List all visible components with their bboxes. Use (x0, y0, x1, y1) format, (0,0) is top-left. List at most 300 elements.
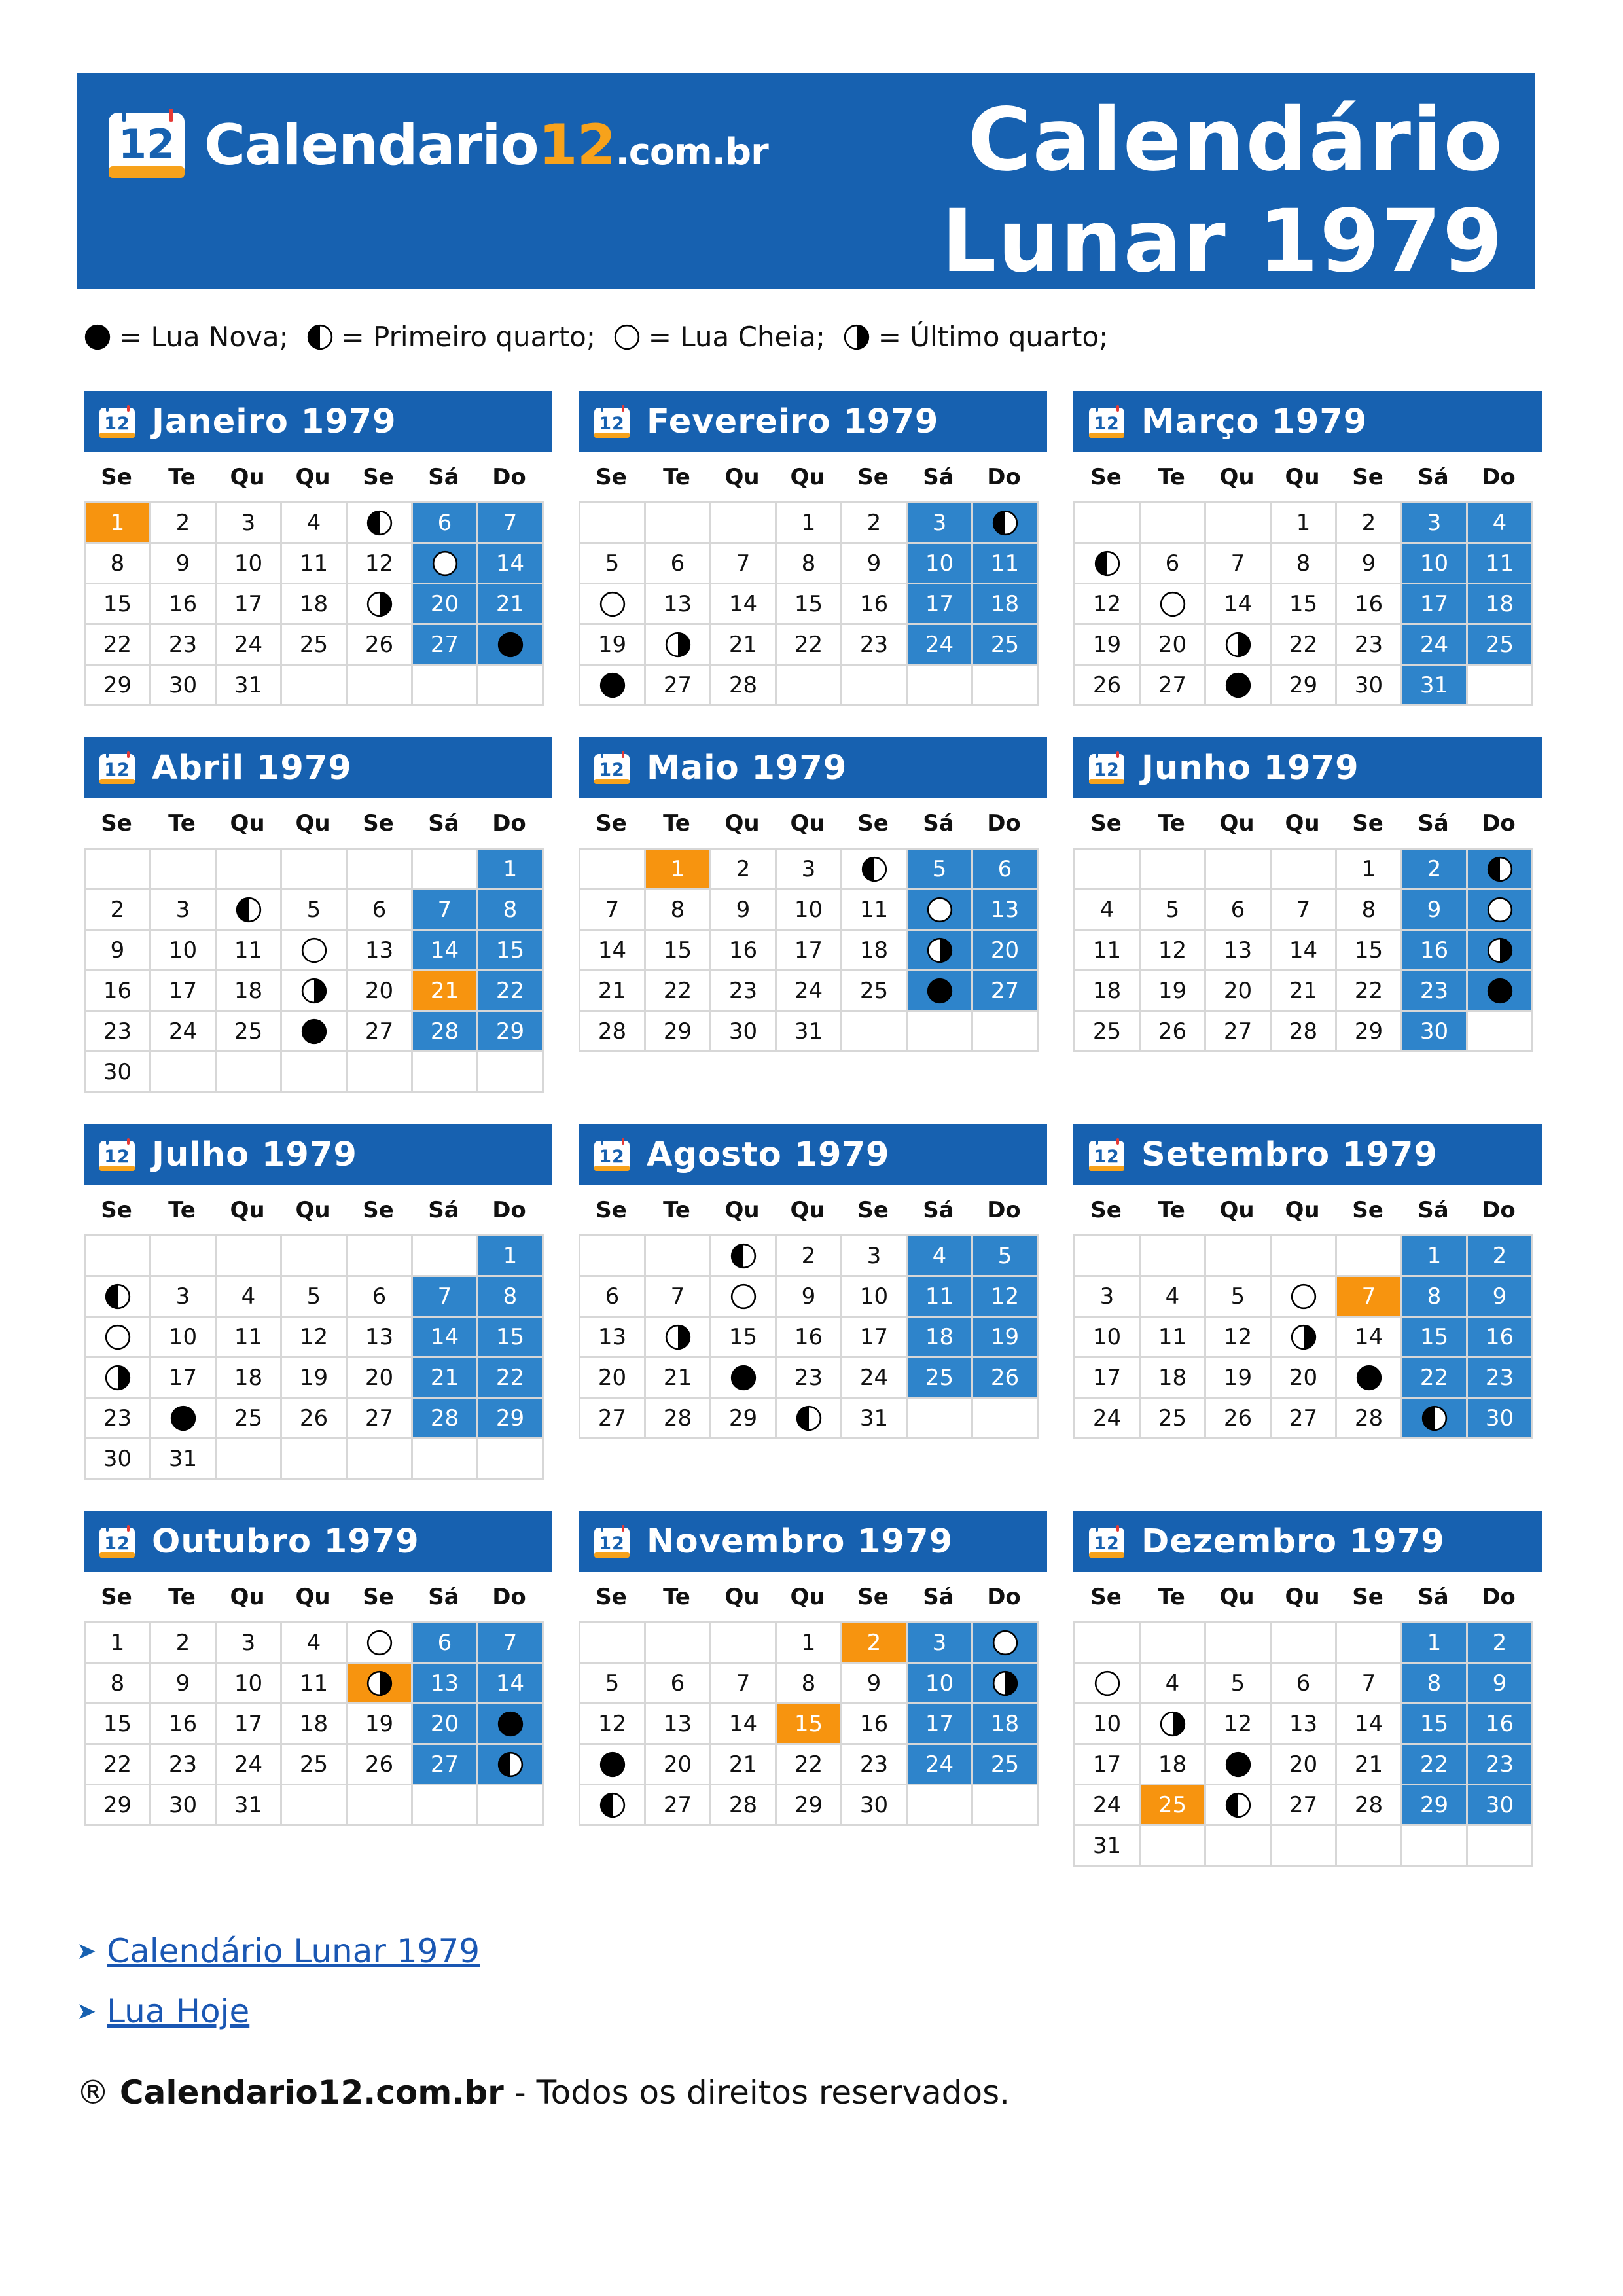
day-cell[interactable]: 22 (478, 1358, 544, 1399)
day-cell[interactable]: 28 (413, 1012, 478, 1052)
day-cell[interactable] (478, 625, 544, 666)
day-cell[interactable]: 21 (1272, 971, 1337, 1012)
day-cell[interactable] (1402, 1399, 1468, 1439)
day-cell[interactable]: 20 (1206, 971, 1272, 1012)
day-cell[interactable]: 17 (217, 1704, 282, 1745)
day-cell[interactable]: 7 (1206, 544, 1272, 584)
day-cell[interactable]: 3 (151, 890, 217, 931)
day-cell[interactable] (1075, 1664, 1141, 1704)
day-cell[interactable]: 16 (842, 1704, 908, 1745)
day-cell[interactable]: 6 (413, 503, 478, 544)
day-cell[interactable]: 30 (1468, 1785, 1533, 1826)
day-cell[interactable]: 11 (842, 890, 908, 931)
day-cell[interactable]: 11 (1075, 931, 1141, 971)
day-cell[interactable]: 25 (973, 625, 1039, 666)
day-cell[interactable]: 7 (413, 890, 478, 931)
day-cell[interactable]: 3 (842, 1236, 908, 1277)
day-cell[interactable]: 3 (1075, 1277, 1141, 1318)
day-cell[interactable]: 20 (1141, 625, 1206, 666)
day-cell[interactable] (1206, 666, 1272, 706)
day-cell[interactable]: 6 (973, 850, 1039, 890)
day-cell[interactable]: 27 (1272, 1785, 1337, 1826)
day-cell[interactable] (1206, 1745, 1272, 1785)
day-cell[interactable]: 25 (282, 625, 348, 666)
day-cell[interactable]: 6 (1141, 544, 1206, 584)
day-cell[interactable]: 20 (646, 1745, 711, 1785)
day-cell[interactable]: 9 (151, 1664, 217, 1704)
day-cell[interactable]: 14 (711, 584, 777, 625)
day-cell[interactable]: 29 (478, 1399, 544, 1439)
day-cell[interactable]: 27 (348, 1399, 413, 1439)
day-cell[interactable]: 16 (777, 1318, 842, 1358)
day-cell[interactable]: 5 (1141, 890, 1206, 931)
day-cell[interactable] (973, 1664, 1039, 1704)
day-cell[interactable]: 26 (1206, 1399, 1272, 1439)
day-cell[interactable]: 21 (413, 971, 478, 1012)
day-cell[interactable]: 9 (1468, 1664, 1533, 1704)
day-cell[interactable]: 23 (86, 1012, 151, 1052)
day-cell[interactable]: 22 (1402, 1358, 1468, 1399)
day-cell[interactable] (1337, 1358, 1402, 1399)
day-cell[interactable]: 26 (282, 1399, 348, 1439)
day-cell[interactable]: 20 (1272, 1745, 1337, 1785)
day-cell[interactable]: 4 (1141, 1277, 1206, 1318)
day-cell[interactable]: 9 (842, 1664, 908, 1704)
day-cell[interactable]: 23 (1402, 971, 1468, 1012)
day-cell[interactable]: 15 (478, 1318, 544, 1358)
day-cell[interactable]: 7 (1337, 1664, 1402, 1704)
day-cell[interactable] (348, 1623, 413, 1664)
day-cell[interactable]: 20 (973, 931, 1039, 971)
day-cell[interactable]: 1 (1402, 1623, 1468, 1664)
day-cell[interactable]: 27 (413, 625, 478, 666)
day-cell[interactable]: 19 (348, 1704, 413, 1745)
day-cell[interactable]: 17 (217, 584, 282, 625)
day-cell[interactable]: 10 (908, 1664, 973, 1704)
day-cell[interactable]: 18 (1468, 584, 1533, 625)
day-cell[interactable]: 15 (646, 931, 711, 971)
day-cell[interactable]: 15 (1272, 584, 1337, 625)
day-cell[interactable]: 12 (1206, 1318, 1272, 1358)
day-cell[interactable]: 22 (86, 1745, 151, 1785)
day-cell[interactable]: 5 (580, 1664, 646, 1704)
day-cell[interactable]: 15 (86, 584, 151, 625)
day-cell[interactable]: 29 (478, 1012, 544, 1052)
day-cell[interactable]: 17 (151, 971, 217, 1012)
day-cell[interactable] (348, 1664, 413, 1704)
day-cell[interactable]: 8 (646, 890, 711, 931)
day-cell[interactable]: 30 (1337, 666, 1402, 706)
day-cell[interactable]: 13 (580, 1318, 646, 1358)
day-cell[interactable]: 5 (908, 850, 973, 890)
day-cell[interactable]: 18 (282, 584, 348, 625)
day-cell[interactable]: 2 (842, 1623, 908, 1664)
day-cell[interactable]: 24 (151, 1012, 217, 1052)
day-cell[interactable]: 11 (282, 544, 348, 584)
day-cell[interactable]: 22 (1402, 1745, 1468, 1785)
day-cell[interactable]: 30 (711, 1012, 777, 1052)
day-cell[interactable]: 1 (777, 1623, 842, 1664)
day-cell[interactable]: 1 (1402, 1236, 1468, 1277)
day-cell[interactable]: 23 (842, 625, 908, 666)
day-cell[interactable]: 25 (217, 1012, 282, 1052)
day-cell[interactable] (908, 931, 973, 971)
day-cell[interactable]: 6 (646, 544, 711, 584)
day-cell[interactable]: 30 (86, 1439, 151, 1480)
day-cell[interactable]: 19 (1141, 971, 1206, 1012)
day-cell[interactable]: 20 (580, 1358, 646, 1399)
day-cell[interactable]: 14 (478, 544, 544, 584)
day-cell[interactable] (86, 1358, 151, 1399)
day-cell[interactable]: 17 (777, 931, 842, 971)
day-cell[interactable]: 15 (1402, 1318, 1468, 1358)
day-cell[interactable]: 7 (711, 1664, 777, 1704)
day-cell[interactable]: 25 (1075, 1012, 1141, 1052)
day-cell[interactable] (86, 1277, 151, 1318)
day-cell[interactable]: 21 (1337, 1745, 1402, 1785)
day-cell[interactable]: 6 (413, 1623, 478, 1664)
day-cell[interactable]: 6 (580, 1277, 646, 1318)
day-cell[interactable]: 26 (348, 1745, 413, 1785)
day-cell[interactable]: 30 (1468, 1399, 1533, 1439)
day-cell[interactable]: 10 (777, 890, 842, 931)
day-cell[interactable]: 9 (1402, 890, 1468, 931)
day-cell[interactable]: 18 (973, 584, 1039, 625)
day-cell[interactable]: 24 (217, 1745, 282, 1785)
day-cell[interactable]: 4 (1141, 1664, 1206, 1704)
day-cell[interactable]: 4 (217, 1277, 282, 1318)
day-cell[interactable] (646, 1318, 711, 1358)
day-cell[interactable]: 5 (1206, 1277, 1272, 1318)
day-cell[interactable]: 22 (1272, 625, 1337, 666)
day-cell[interactable]: 12 (348, 544, 413, 584)
day-cell[interactable] (151, 1399, 217, 1439)
day-cell[interactable] (711, 1236, 777, 1277)
day-cell[interactable]: 25 (908, 1358, 973, 1399)
day-cell[interactable]: 17 (1075, 1745, 1141, 1785)
day-cell[interactable]: 23 (151, 1745, 217, 1785)
day-cell[interactable]: 22 (777, 1745, 842, 1785)
day-cell[interactable]: 3 (908, 503, 973, 544)
day-cell[interactable]: 20 (413, 1704, 478, 1745)
day-cell[interactable]: 24 (1075, 1785, 1141, 1826)
day-cell[interactable] (580, 584, 646, 625)
day-cell[interactable]: 23 (151, 625, 217, 666)
day-cell[interactable]: 28 (646, 1399, 711, 1439)
day-cell[interactable]: 24 (1402, 625, 1468, 666)
day-cell[interactable] (1272, 1277, 1337, 1318)
day-cell[interactable]: 8 (86, 1664, 151, 1704)
day-cell[interactable]: 8 (86, 544, 151, 584)
day-cell[interactable]: 22 (1337, 971, 1402, 1012)
day-cell[interactable]: 27 (1141, 666, 1206, 706)
day-cell[interactable] (973, 503, 1039, 544)
day-cell[interactable]: 24 (217, 625, 282, 666)
day-cell[interactable]: 29 (86, 1785, 151, 1826)
day-cell[interactable]: 8 (478, 890, 544, 931)
day-cell[interactable]: 20 (413, 584, 478, 625)
day-cell[interactable]: 29 (86, 666, 151, 706)
day-cell[interactable]: 6 (348, 890, 413, 931)
day-cell[interactable]: 27 (646, 1785, 711, 1826)
day-cell[interactable]: 8 (1337, 890, 1402, 931)
link-moon-today[interactable]: Lua Hoje (107, 1992, 250, 2030)
day-cell[interactable] (413, 544, 478, 584)
day-cell[interactable]: 12 (1075, 584, 1141, 625)
day-cell[interactable]: 11 (973, 544, 1039, 584)
day-cell[interactable] (908, 971, 973, 1012)
day-cell[interactable]: 8 (1402, 1664, 1468, 1704)
day-cell[interactable]: 1 (478, 1236, 544, 1277)
day-cell[interactable] (580, 1745, 646, 1785)
day-cell[interactable]: 8 (1402, 1277, 1468, 1318)
day-cell[interactable]: 11 (282, 1664, 348, 1704)
day-cell[interactable]: 12 (282, 1318, 348, 1358)
day-cell[interactable]: 28 (413, 1399, 478, 1439)
day-cell[interactable]: 14 (1272, 931, 1337, 971)
day-cell[interactable]: 16 (1468, 1318, 1533, 1358)
day-cell[interactable]: 2 (1468, 1236, 1533, 1277)
day-cell[interactable]: 22 (86, 625, 151, 666)
day-cell[interactable] (1468, 850, 1533, 890)
day-cell[interactable] (646, 625, 711, 666)
day-cell[interactable] (1075, 544, 1141, 584)
day-cell[interactable]: 10 (151, 1318, 217, 1358)
day-cell[interactable]: 10 (1402, 544, 1468, 584)
day-cell[interactable]: 5 (282, 1277, 348, 1318)
day-cell[interactable]: 23 (1337, 625, 1402, 666)
day-cell[interactable] (1141, 584, 1206, 625)
day-cell[interactable]: 6 (646, 1664, 711, 1704)
day-cell[interactable] (1468, 971, 1533, 1012)
day-cell[interactable]: 7 (580, 890, 646, 931)
day-cell[interactable]: 16 (151, 1704, 217, 1745)
day-cell[interactable]: 25 (1468, 625, 1533, 666)
day-cell[interactable]: 31 (842, 1399, 908, 1439)
day-cell[interactable] (711, 1358, 777, 1399)
day-cell[interactable]: 8 (478, 1277, 544, 1318)
day-cell[interactable]: 12 (1141, 931, 1206, 971)
day-cell[interactable]: 13 (348, 1318, 413, 1358)
day-cell[interactable]: 6 (1206, 890, 1272, 931)
day-cell[interactable]: 25 (282, 1745, 348, 1785)
day-cell[interactable]: 20 (348, 971, 413, 1012)
day-cell[interactable]: 18 (973, 1704, 1039, 1745)
day-cell[interactable]: 7 (413, 1277, 478, 1318)
day-cell[interactable]: 7 (711, 544, 777, 584)
day-cell[interactable]: 10 (217, 544, 282, 584)
day-cell[interactable] (1272, 1318, 1337, 1358)
day-cell[interactable]: 1 (1272, 503, 1337, 544)
day-cell[interactable]: 21 (580, 971, 646, 1012)
day-cell[interactable]: 1 (86, 1623, 151, 1664)
day-cell[interactable] (580, 1785, 646, 1826)
day-cell[interactable]: 31 (217, 1785, 282, 1826)
day-cell[interactable]: 10 (1075, 1318, 1141, 1358)
day-cell[interactable] (908, 890, 973, 931)
day-cell[interactable]: 14 (1206, 584, 1272, 625)
day-cell[interactable]: 11 (1141, 1318, 1206, 1358)
day-cell[interactable]: 26 (1141, 1012, 1206, 1052)
day-cell[interactable]: 15 (478, 931, 544, 971)
day-cell[interactable]: 29 (646, 1012, 711, 1052)
day-cell[interactable]: 4 (282, 503, 348, 544)
day-cell[interactable]: 3 (151, 1277, 217, 1318)
day-cell[interactable] (1206, 1785, 1272, 1826)
day-cell[interactable]: 18 (282, 1704, 348, 1745)
day-cell[interactable]: 25 (842, 971, 908, 1012)
day-cell[interactable]: 13 (1272, 1704, 1337, 1745)
day-cell[interactable]: 14 (580, 931, 646, 971)
day-cell[interactable]: 23 (86, 1399, 151, 1439)
day-cell[interactable]: 13 (1206, 931, 1272, 971)
day-cell[interactable]: 16 (151, 584, 217, 625)
day-cell[interactable]: 10 (842, 1277, 908, 1318)
day-cell[interactable] (348, 584, 413, 625)
day-cell[interactable]: 23 (1468, 1358, 1533, 1399)
day-cell[interactable]: 18 (217, 1358, 282, 1399)
day-cell[interactable]: 14 (413, 1318, 478, 1358)
day-cell[interactable] (711, 1277, 777, 1318)
day-cell[interactable] (1468, 890, 1533, 931)
day-cell[interactable]: 18 (1141, 1745, 1206, 1785)
day-cell[interactable]: 27 (646, 666, 711, 706)
day-cell[interactable] (217, 890, 282, 931)
day-cell[interactable]: 16 (1402, 931, 1468, 971)
day-cell[interactable]: 21 (413, 1358, 478, 1399)
day-cell[interactable]: 26 (1075, 666, 1141, 706)
day-cell[interactable] (478, 1704, 544, 1745)
day-cell[interactable]: 28 (711, 666, 777, 706)
day-cell[interactable]: 9 (151, 544, 217, 584)
day-cell[interactable] (580, 666, 646, 706)
day-cell[interactable]: 24 (1075, 1399, 1141, 1439)
day-cell[interactable]: 7 (1272, 890, 1337, 931)
day-cell[interactable]: 27 (348, 1012, 413, 1052)
day-cell[interactable]: 13 (348, 931, 413, 971)
day-cell[interactable]: 1 (646, 850, 711, 890)
day-cell[interactable]: 31 (1402, 666, 1468, 706)
day-cell[interactable]: 9 (711, 890, 777, 931)
day-cell[interactable]: 2 (711, 850, 777, 890)
day-cell[interactable]: 31 (151, 1439, 217, 1480)
day-cell[interactable]: 23 (842, 1745, 908, 1785)
day-cell[interactable]: 25 (217, 1399, 282, 1439)
day-cell[interactable]: 4 (908, 1236, 973, 1277)
day-cell[interactable] (1206, 625, 1272, 666)
day-cell[interactable]: 19 (580, 625, 646, 666)
day-cell[interactable]: 16 (711, 931, 777, 971)
day-cell[interactable]: 18 (1141, 1358, 1206, 1399)
day-cell[interactable]: 5 (282, 890, 348, 931)
day-cell[interactable]: 28 (711, 1785, 777, 1826)
day-cell[interactable]: 27 (580, 1399, 646, 1439)
day-cell[interactable]: 7 (646, 1277, 711, 1318)
day-cell[interactable]: 29 (711, 1399, 777, 1439)
day-cell[interactable]: 3 (217, 1623, 282, 1664)
day-cell[interactable]: 10 (908, 544, 973, 584)
day-cell[interactable]: 4 (282, 1623, 348, 1664)
day-cell[interactable]: 1 (1337, 850, 1402, 890)
day-cell[interactable]: 26 (348, 625, 413, 666)
day-cell[interactable]: 17 (908, 584, 973, 625)
day-cell[interactable] (973, 1623, 1039, 1664)
day-cell[interactable]: 15 (711, 1318, 777, 1358)
day-cell[interactable]: 16 (1468, 1704, 1533, 1745)
day-cell[interactable]: 26 (973, 1358, 1039, 1399)
day-cell[interactable]: 30 (151, 1785, 217, 1826)
day-cell[interactable] (282, 931, 348, 971)
day-cell[interactable]: 1 (777, 503, 842, 544)
day-cell[interactable]: 10 (151, 931, 217, 971)
day-cell[interactable]: 13 (646, 584, 711, 625)
day-cell[interactable]: 9 (86, 931, 151, 971)
day-cell[interactable]: 1 (86, 503, 151, 544)
day-cell[interactable]: 25 (973, 1745, 1039, 1785)
day-cell[interactable]: 19 (282, 1358, 348, 1399)
day-cell[interactable]: 24 (777, 971, 842, 1012)
day-cell[interactable]: 5 (973, 1236, 1039, 1277)
day-cell[interactable]: 5 (580, 544, 646, 584)
day-cell[interactable]: 1 (478, 850, 544, 890)
day-cell[interactable]: 20 (348, 1358, 413, 1399)
day-cell[interactable]: 23 (1468, 1745, 1533, 1785)
day-cell[interactable]: 19 (1075, 625, 1141, 666)
day-cell[interactable]: 18 (842, 931, 908, 971)
day-cell[interactable]: 9 (777, 1277, 842, 1318)
day-cell[interactable]: 13 (413, 1664, 478, 1704)
day-cell[interactable]: 14 (1337, 1704, 1402, 1745)
day-cell[interactable]: 29 (777, 1785, 842, 1826)
day-cell[interactable]: 10 (217, 1664, 282, 1704)
day-cell[interactable]: 11 (908, 1277, 973, 1318)
day-cell[interactable]: 11 (217, 1318, 282, 1358)
day-cell[interactable]: 17 (1402, 584, 1468, 625)
day-cell[interactable]: 4 (1075, 890, 1141, 931)
day-cell[interactable]: 27 (1206, 1012, 1272, 1052)
day-cell[interactable]: 29 (1337, 1012, 1402, 1052)
day-cell[interactable]: 30 (842, 1785, 908, 1826)
day-cell[interactable]: 16 (1337, 584, 1402, 625)
day-cell[interactable] (777, 1399, 842, 1439)
day-cell[interactable]: 21 (478, 584, 544, 625)
day-cell[interactable]: 16 (842, 584, 908, 625)
day-cell[interactable]: 9 (842, 544, 908, 584)
day-cell[interactable]: 4 (1468, 503, 1533, 544)
day-cell[interactable]: 8 (777, 544, 842, 584)
day-cell[interactable]: 19 (973, 1318, 1039, 1358)
day-cell[interactable]: 25 (1141, 1399, 1206, 1439)
day-cell[interactable]: 3 (1402, 503, 1468, 544)
day-cell[interactable]: 18 (217, 971, 282, 1012)
day-cell[interactable] (86, 1318, 151, 1358)
day-cell[interactable] (282, 971, 348, 1012)
day-cell[interactable]: 12 (1206, 1704, 1272, 1745)
day-cell[interactable]: 29 (1402, 1785, 1468, 1826)
day-cell[interactable]: 2 (151, 503, 217, 544)
day-cell[interactable]: 2 (777, 1236, 842, 1277)
day-cell[interactable]: 28 (580, 1012, 646, 1052)
day-cell[interactable] (842, 850, 908, 890)
day-cell[interactable]: 17 (151, 1358, 217, 1399)
day-cell[interactable] (478, 1745, 544, 1785)
day-cell[interactable]: 2 (86, 890, 151, 931)
day-cell[interactable]: 27 (973, 971, 1039, 1012)
day-cell[interactable]: 15 (777, 1704, 842, 1745)
day-cell[interactable]: 28 (1337, 1399, 1402, 1439)
day-cell[interactable]: 14 (1337, 1318, 1402, 1358)
day-cell[interactable]: 15 (1337, 931, 1402, 971)
